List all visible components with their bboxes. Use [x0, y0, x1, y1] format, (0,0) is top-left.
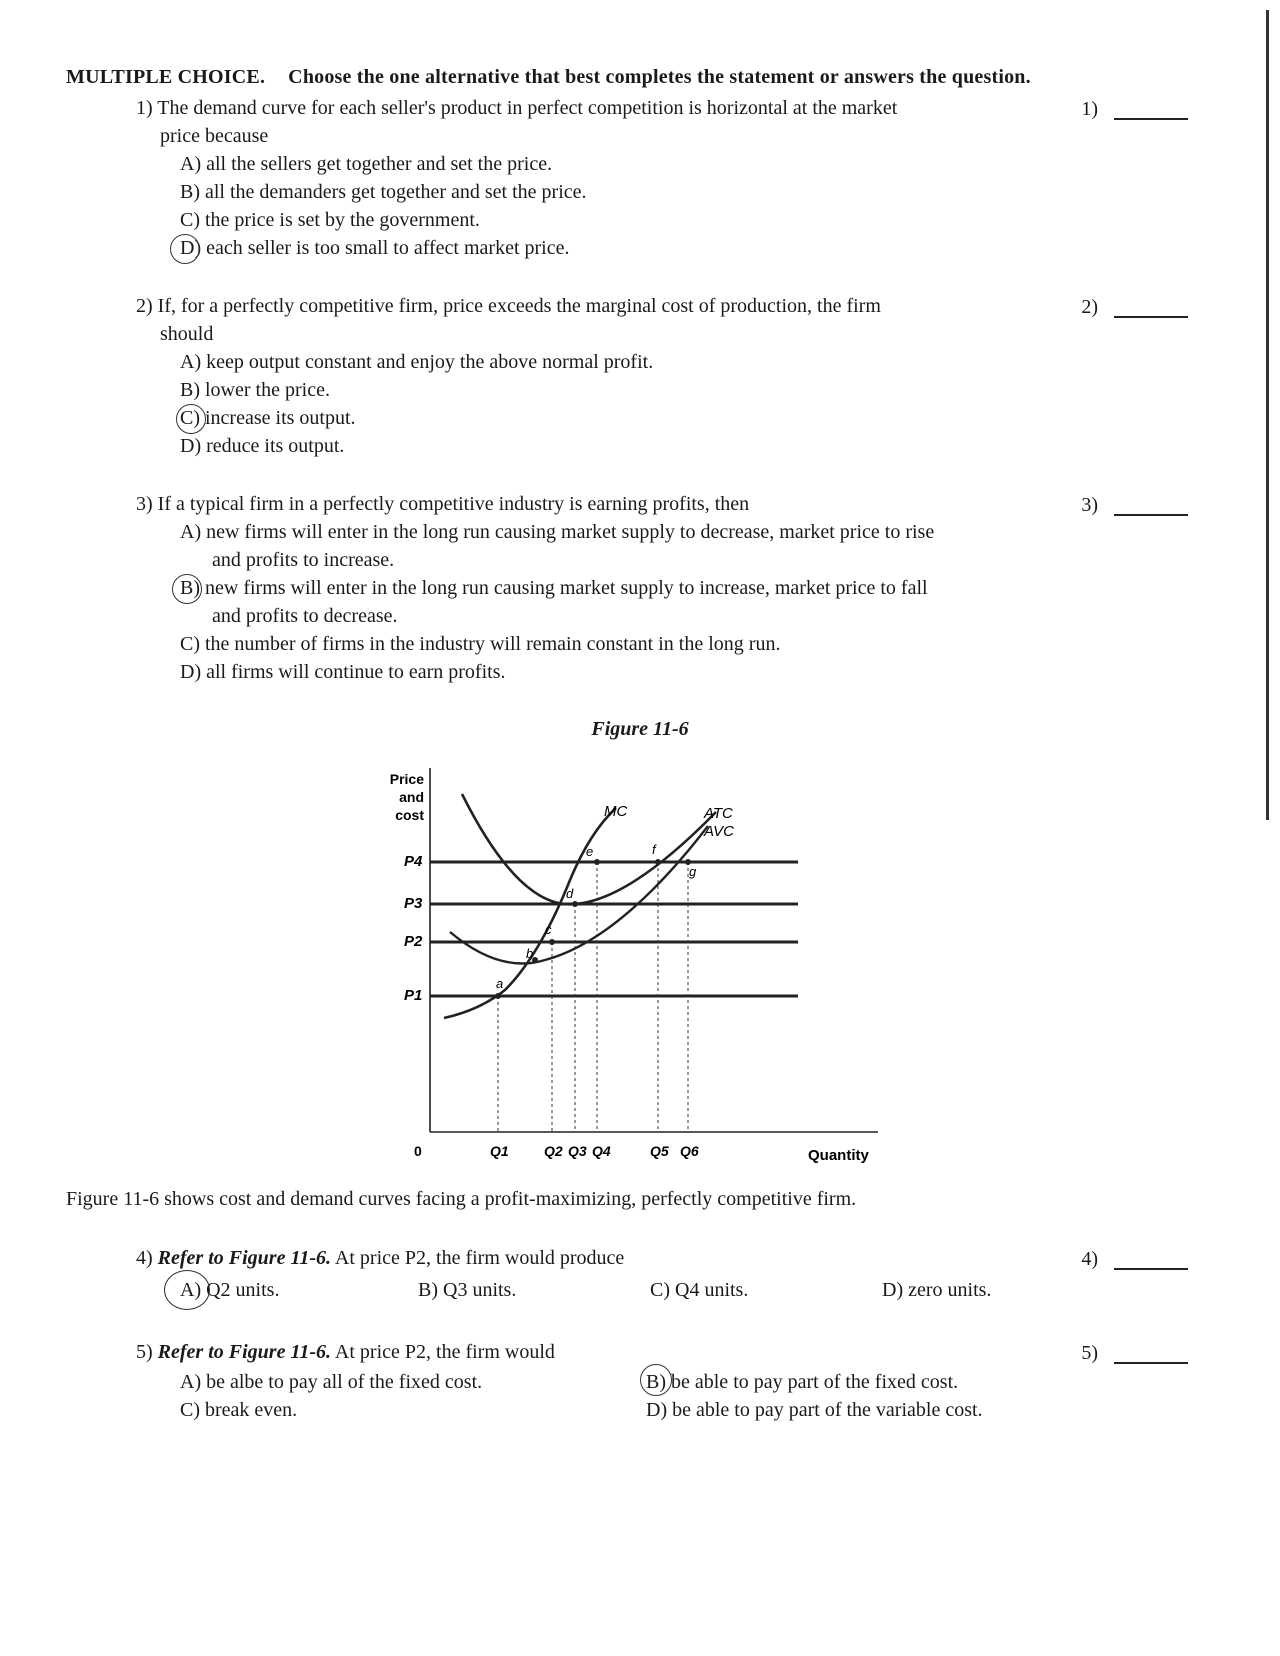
question-5-prefix: 5) — [136, 1341, 158, 1363]
point-d-marker — [572, 901, 578, 907]
question-2-option-d[interactable]: D) reduce its output. — [180, 435, 345, 457]
question-2-option-b[interactable]: B) lower the price. — [180, 379, 330, 401]
point-label-a: a — [496, 976, 504, 991]
point-label-b: b — [526, 946, 534, 961]
figure-caption: Figure 11-6 shows cost and demand curves facing a profit-maximizing, perfectly competitive firm. — [66, 1188, 857, 1210]
question-2-option-a[interactable]: A) keep output constant and enjoy the above normal profit. — [180, 351, 654, 373]
answer-number-5: 5) — [1081, 1342, 1098, 1364]
point-a-marker — [495, 993, 501, 999]
price-label-p3: P3 — [404, 895, 423, 912]
question-5-option-a[interactable]: A) be albe to pay all of the fixed cost. — [180, 1371, 483, 1393]
answer-number-3: 3) — [1081, 494, 1098, 516]
x-axis-label: Quantity — [808, 1147, 869, 1164]
section-title: MULTIPLE CHOICE. — [66, 66, 266, 88]
answer-number-4: 4) — [1081, 1248, 1098, 1270]
question-1-stem-line2: price because — [160, 125, 269, 147]
section-instructions: Choose the one alternative that best completes the statement or answers the question. — [288, 66, 1031, 88]
question-2-option-c[interactable]: C) increase its output. — [180, 407, 356, 429]
point-label-d: d — [566, 886, 574, 901]
question-5-stem: At price P2, the firm would — [331, 1341, 555, 1363]
question-3-option-a[interactable]: A) new firms will enter in the long run causing market supply to decrease, market price to rise — [180, 521, 935, 543]
question-3-option-a-cont: and profits to increase. — [212, 549, 395, 571]
question-1-option-c[interactable]: C) the price is set by the government. — [180, 209, 480, 231]
answer-number-1: 1) — [1081, 98, 1098, 120]
question-4-ref: Refer to Figure 11-6. — [157, 1247, 332, 1269]
price-label-p1: P1 — [404, 987, 423, 1004]
mc-curve — [444, 808, 616, 1018]
question-5-option-c[interactable]: C) break even. — [180, 1399, 298, 1421]
question-4-option-b[interactable]: B) Q3 units. — [418, 1279, 517, 1301]
quantity-label-q3: Q3 — [568, 1143, 587, 1159]
y-axis-label-line3: cost — [395, 807, 424, 823]
question-4-stem: At price P2, the firm would produce — [331, 1247, 625, 1269]
question-4-prefix: 4) — [136, 1247, 158, 1269]
quantity-label-q1: Q1 — [490, 1143, 509, 1159]
question-5-ref: Refer to Figure 11-6. — [157, 1341, 332, 1363]
quantity-label-q5: Q5 — [650, 1143, 669, 1159]
answer-number-2: 2) — [1081, 296, 1098, 318]
answer-circle-q5 — [640, 1364, 672, 1396]
point-c-marker — [549, 939, 555, 945]
point-label-e: e — [586, 844, 594, 859]
curve-label-atc: ATC — [704, 805, 733, 822]
figure-title: Figure 11-6 — [591, 718, 689, 740]
y-axis-label-line1: Price — [389, 771, 424, 787]
curve-label-mc: MC — [604, 803, 628, 820]
question-3-option-c[interactable]: C) the number of firms in the industry will remain constant in the long run. — [180, 633, 781, 655]
price-label-p4: P4 — [404, 853, 423, 870]
question-5 — [136, 1338, 555, 1366]
question-2-stem-line2: should — [160, 323, 214, 345]
point-f-marker — [655, 859, 661, 865]
question-4 — [136, 1244, 624, 1272]
point-label-c: c — [545, 922, 552, 937]
question-3-option-b-cont: and profits to decrease. — [212, 605, 398, 627]
origin-label: 0 — [414, 1143, 422, 1159]
point-label-f: f — [652, 842, 656, 857]
price-label-p2: P2 — [404, 933, 423, 950]
question-3-stem-line1: 3) If a typical firm in a perfectly competitive industry is earning profits, then — [136, 493, 750, 515]
y-axis-label-line2: and — [399, 789, 424, 805]
question-3-option-d[interactable]: D) all firms will continue to earn profits. — [180, 661, 506, 683]
question-1-option-a[interactable]: A) all the sellers get together and set the price. — [180, 153, 553, 175]
question-4-option-c[interactable]: C) Q4 units. — [650, 1279, 749, 1301]
question-3-option-b[interactable]: B) new firms will enter in the long run causing market supply to increase, market price to fall — [180, 577, 928, 599]
question-1-option-d[interactable]: D) each seller is too small to affect market price. — [180, 237, 570, 259]
question-1-option-b[interactable]: B) all the demanders get together and set the price. — [180, 181, 587, 203]
question-5-option-d[interactable]: D) be able to pay part of the variable cost. — [646, 1399, 983, 1421]
question-4-option-d[interactable]: D) zero units. — [882, 1279, 992, 1301]
answer-circle-q4 — [164, 1270, 210, 1310]
quantity-label-q2: Q2 — [544, 1143, 563, 1159]
question-4-option-a[interactable]: A) Q2 units. — [180, 1279, 280, 1301]
quantity-label-q6: Q6 — [680, 1143, 699, 1159]
question-1-stem-line1: 1) The demand curve for each seller's product in perfect competition is horizontal at the market — [136, 97, 898, 119]
curve-label-avc: AVC — [704, 823, 735, 840]
question-2-stem-line1: 2) If, for a perfectly competitive firm, price exceeds the marginal cost of production, the firm — [136, 295, 881, 317]
point-e-marker — [594, 859, 600, 865]
point-label-g: g — [689, 864, 697, 879]
quantity-label-q4: Q4 — [592, 1143, 611, 1159]
answer-blank-5[interactable] — [1114, 1362, 1188, 1364]
question-5-option-b[interactable]: B) be able to pay part of the fixed cost. — [646, 1371, 959, 1393]
answer-blank-4[interactable] — [1114, 1268, 1188, 1270]
